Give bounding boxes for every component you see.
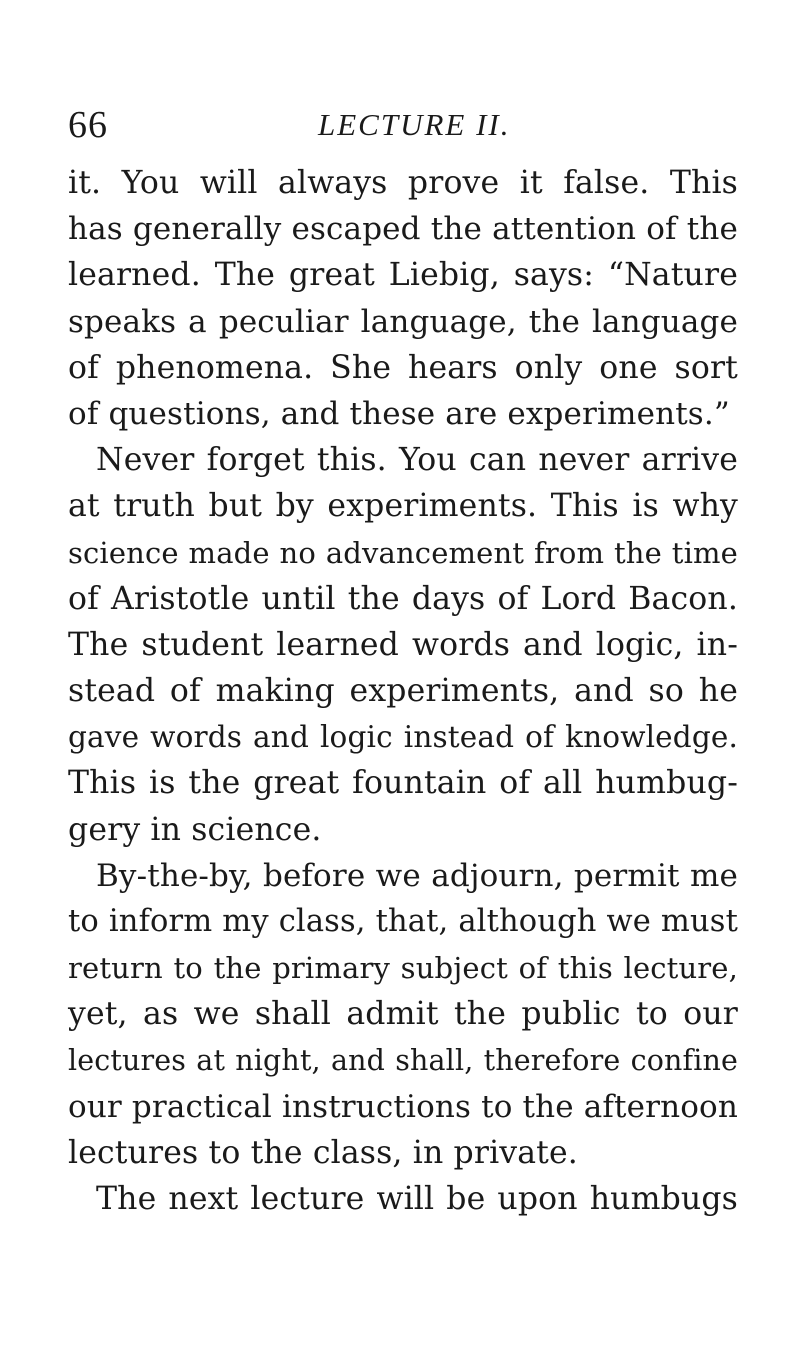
text-line: at truth but by experiments. This is why bbox=[68, 488, 738, 525]
page-header bbox=[68, 100, 738, 150]
text-line: gave words and logic instead of knowledge. bbox=[68, 720, 738, 755]
text-line: speaks a peculiar language, the language bbox=[68, 303, 738, 340]
text-line: By-the-by, before we adjourn, permit me bbox=[96, 857, 738, 894]
text-line: to inform my class, that, although we must bbox=[68, 904, 738, 939]
text-line: The student learned words and logic, in- bbox=[68, 626, 738, 663]
text-line: gery in science. bbox=[68, 811, 322, 848]
text-line: of questions, and these are experiments.” bbox=[68, 395, 730, 432]
text-line: lectures to the class, in private. bbox=[68, 1134, 578, 1171]
body-text bbox=[68, 160, 738, 1222]
text-line: our practical instructions to the afternoon bbox=[68, 1088, 738, 1125]
text-line: return to the primary subject of this lecture, bbox=[68, 951, 738, 986]
text-line: Never forget this. You can never arrive bbox=[96, 442, 738, 479]
text-line: learned. The great Liebig, says: “Nature bbox=[68, 257, 738, 294]
text-line: of Aristotle until the days of Lord Bacon. bbox=[68, 580, 738, 617]
text-line: lectures at night, and shall, therefore confine bbox=[68, 1043, 738, 1077]
text-line: science made no advancement from the time bbox=[68, 535, 738, 570]
text-line: of phenomena. She hears only one sort bbox=[68, 349, 738, 386]
text-line: This is the great fountain of all humbug- bbox=[68, 765, 738, 802]
text-line: has generally escaped the attention of the bbox=[68, 211, 738, 248]
text-line: The next lecture will be upon humbugs bbox=[96, 1181, 738, 1218]
page-number: 66 bbox=[68, 104, 108, 146]
text-line: it. You will always prove it false. This bbox=[68, 165, 738, 201]
text-line: yet, as we shall admit the public to our bbox=[68, 996, 738, 1033]
running-head: LECTURE II. bbox=[318, 107, 511, 142]
text-line: stead of making experiments, and so he bbox=[68, 673, 738, 710]
